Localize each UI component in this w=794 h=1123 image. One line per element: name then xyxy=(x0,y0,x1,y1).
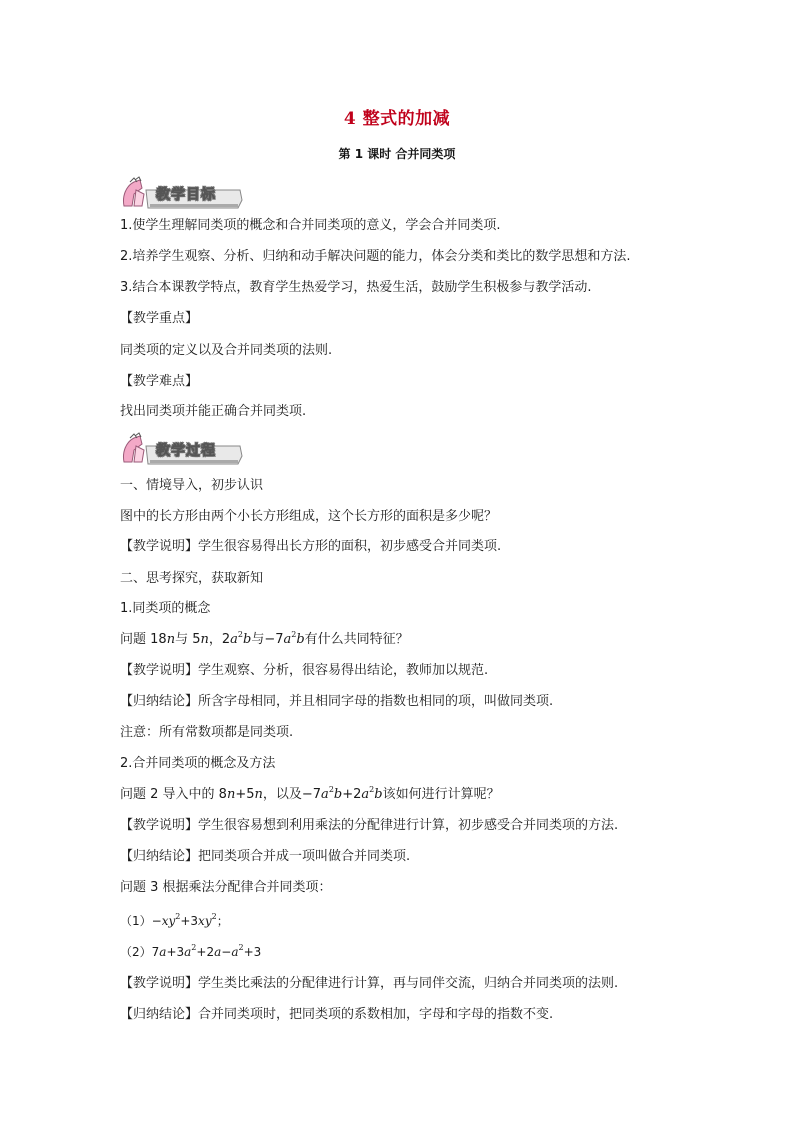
teaching-note: 【教学说明】学生观察、分析，很容易得出结论，教师加以规范. xyxy=(120,663,489,678)
question-1: 问题 18n与 5n，$2a^2b$与$-7a^2b$有什么共同特征？ xyxy=(120,630,409,647)
conclusion: 【归纳结论】合并同类项时，把同类项的系数相加，字母和字母的指数不变. xyxy=(120,1007,554,1022)
process-text: 图中的长方形由两个小长方形组成，这个长方形的面积是多少呢？ xyxy=(120,509,498,524)
goal-item: 2.培养学生观察、分析、归纳和动手解决问题的能力，体会分类和类比的数学思想和方法. xyxy=(120,249,631,264)
key-point-label: 【教学重点】 xyxy=(120,311,199,326)
question-3: 问题 3 根据乘法分配律合并同类项： xyxy=(120,880,332,895)
difficulty-label: 【教学难点】 xyxy=(120,374,199,389)
badge-title: 教学目标 xyxy=(156,187,216,203)
teaching-note: 【教学说明】学生类比乘法的分配律进行计算，再与同伴交流，归纳合并同类项的法则. xyxy=(120,976,619,991)
page-title: 4 整式的加减 xyxy=(343,109,451,129)
teaching-note: 【教学说明】学生很容易得出长方形的面积，初步感受合并同类项. xyxy=(120,539,502,554)
section-badge-goals xyxy=(120,176,244,210)
process-heading: 一、情境导入，初步认识 xyxy=(120,478,264,493)
question-2: 问题 2 导入中的 8n+5n，以及$-7a^2b+2a^2b$该如何进行计算呢？ xyxy=(120,785,500,802)
badge-title: 教学过程 xyxy=(156,443,216,459)
note: 注意：所有常数项都是同类项. xyxy=(120,725,294,740)
goal-item: 1.使学生理解同类项的概念和合并同类项的意义，学会合并同类项. xyxy=(120,218,501,233)
section-badge-process xyxy=(120,432,244,466)
process-heading: 二、思考探究，获取新知 xyxy=(120,571,264,586)
teaching-note: 【教学说明】学生很容易想到利用乘法的分配律进行计算，初步感受合并同类项的方法. xyxy=(120,818,619,833)
conclusion: 【归纳结论】所含字母相同，并且相同字母的指数也相同的项，叫做同类项. xyxy=(120,694,554,709)
conclusion: 【归纳结论】把同类项合并成一项叫做合并同类项. xyxy=(120,849,411,864)
goal-item: 3.结合本课教学特点，教育学生热爱学习，热爱生活，鼓励学生积极参与教学活动. xyxy=(120,280,592,295)
exercise-1: $(1)-xy^2+3xy^2$； xyxy=(120,912,229,928)
page-subtitle: 第 1 课时 合并同类项 xyxy=(338,147,456,161)
subheading: 1.同类项的概念 xyxy=(120,601,211,616)
subheading: 2.合并同类项的概念及方法 xyxy=(120,756,276,771)
key-point-text: 同类项的定义以及合并同类项的法则. xyxy=(120,343,333,358)
exercise-2: $(2)7a+3a^2+2a-a^2+3$ xyxy=(120,943,262,959)
difficulty-text: 找出同类项并能正确合并同类项. xyxy=(120,404,307,419)
